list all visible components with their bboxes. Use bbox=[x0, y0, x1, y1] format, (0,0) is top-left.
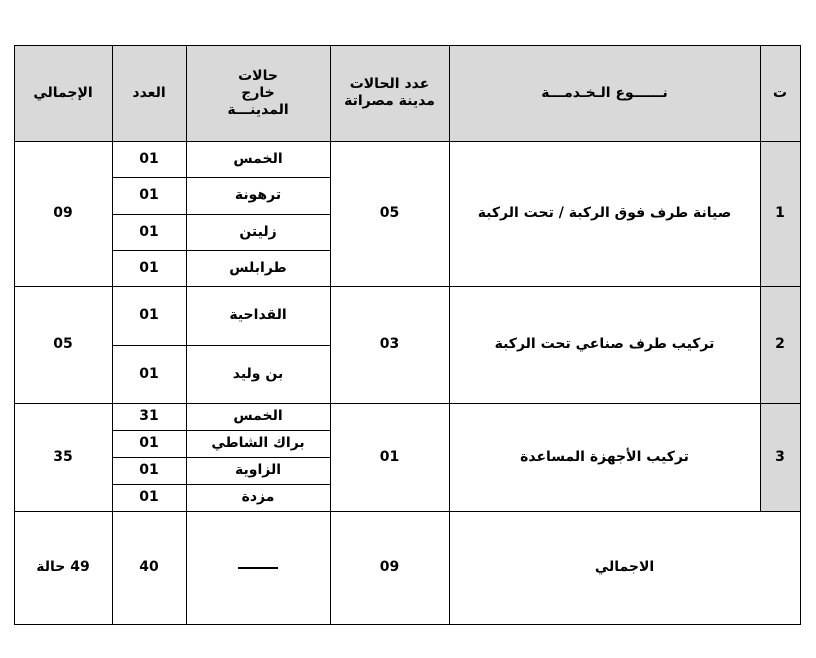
group-total-value: 05 bbox=[53, 336, 73, 352]
header-total: الإجمالي bbox=[14, 45, 112, 141]
table-rule bbox=[112, 430, 331, 431]
cases-misurata-value: 05 bbox=[379, 205, 400, 221]
table-rule bbox=[14, 286, 801, 287]
outside-count: 01 bbox=[139, 150, 159, 167]
outside-city: زليتن bbox=[239, 223, 277, 240]
cases-misurata-value: 03 bbox=[379, 336, 400, 352]
group-total-value: 35 bbox=[53, 448, 73, 465]
outside-count: 01 bbox=[139, 489, 159, 505]
row-serial: 3 bbox=[760, 403, 800, 511]
header-service-type: نــــــوع الـخـدمـــة bbox=[449, 45, 760, 141]
table-rule bbox=[112, 177, 331, 178]
table-rule bbox=[112, 345, 331, 346]
row-serial: 2 bbox=[760, 286, 800, 403]
outside-city: الزاوية bbox=[235, 462, 282, 478]
table-rule bbox=[112, 484, 331, 485]
header-cases-outside: حالات خارج المدينـــة bbox=[186, 45, 330, 141]
outside-count: 01 bbox=[139, 307, 159, 323]
summary-count: 40 bbox=[139, 559, 159, 575]
table-rule bbox=[800, 45, 801, 625]
outside-city: مزدة bbox=[241, 489, 275, 505]
outside-count: 01 bbox=[139, 259, 159, 276]
service-name: تركيب طرف صناعي تحت الركبة bbox=[494, 336, 715, 352]
outside-count: 31 bbox=[139, 408, 159, 424]
outside-count: 01 bbox=[139, 435, 159, 451]
dash-line bbox=[238, 567, 278, 569]
table-rule bbox=[14, 624, 801, 625]
table-rule bbox=[760, 45, 761, 512]
table-rule bbox=[330, 45, 331, 625]
outside-count: 01 bbox=[139, 462, 159, 478]
outside-city: طرابلس bbox=[229, 259, 287, 276]
table-rule bbox=[14, 45, 801, 46]
table-rule bbox=[186, 45, 187, 625]
table-rule bbox=[14, 141, 801, 142]
table-rule bbox=[112, 214, 331, 215]
header-cases-misurata: عدد الحالات مدينة مصراتة bbox=[330, 45, 449, 141]
table-rule bbox=[449, 45, 450, 625]
summary-label: الاجمالي bbox=[594, 559, 655, 575]
row-serial: 1 bbox=[760, 141, 800, 286]
outside-count: 01 bbox=[139, 223, 159, 240]
outside-count: 01 bbox=[139, 187, 159, 203]
summary-misurata: 09 bbox=[379, 559, 400, 575]
cases-misurata-value: 01 bbox=[379, 448, 400, 465]
group-total-value: 09 bbox=[53, 205, 73, 221]
table-rule bbox=[14, 45, 15, 625]
summary-outside-dash bbox=[186, 511, 330, 624]
outside-city: الخمس bbox=[233, 408, 283, 424]
outside-count: 01 bbox=[139, 365, 159, 382]
outside-city: براك الشاطي bbox=[211, 435, 305, 451]
table-rule bbox=[112, 45, 113, 625]
header-serial: ت bbox=[760, 45, 800, 141]
outside-city: ترهونة bbox=[234, 187, 282, 203]
service-name: صيانة طرف فوق الركبة / تحت الركبة bbox=[477, 205, 732, 221]
table-rule bbox=[112, 250, 331, 251]
outside-city: بن وليد bbox=[232, 365, 284, 382]
service-name: تركيب الأجهزة المساعدة bbox=[520, 448, 689, 465]
outside-city: القداحية bbox=[229, 307, 287, 323]
table-rule bbox=[14, 403, 801, 404]
table-rule bbox=[112, 457, 331, 458]
table-rule bbox=[14, 511, 801, 512]
summary-total: 49 حالة bbox=[36, 559, 90, 575]
outside-city: الخمس bbox=[233, 150, 283, 167]
header-count: العدد bbox=[112, 45, 186, 141]
